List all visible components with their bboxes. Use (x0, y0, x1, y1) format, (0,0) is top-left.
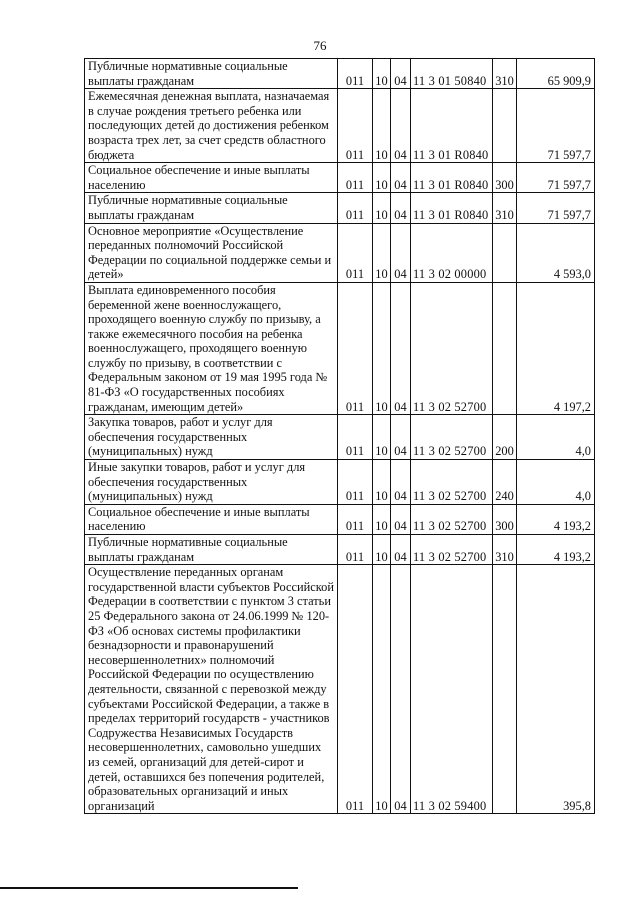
row-ministry-code: 011 (338, 223, 373, 282)
row-amount: 4,0 (517, 415, 595, 460)
row-subsection-code: 04 (391, 415, 411, 460)
row-ministry-code: 011 (338, 565, 373, 814)
row-target-code: 11 3 01 50840 (411, 59, 493, 89)
table-row (85, 89, 595, 163)
table-row (85, 460, 595, 505)
table-row (85, 193, 595, 223)
row-subsection-code: 04 (391, 89, 411, 163)
row-subsection-code: 04 (391, 565, 411, 814)
row-target-code: 11 3 02 52700 (411, 282, 493, 414)
page-number: 76 (313, 38, 327, 53)
row-name: Ежемесячная денежная выплата, назначаемая в случае рождения третьего ребенка или последующих детей до достижения ребенком возраста трех лет, за счет средств областного бюджета (85, 89, 338, 163)
row-target-code: 11 3 02 00000 (411, 223, 493, 282)
row-name: Публичные нормативные социальные выплаты гражданам (85, 193, 338, 223)
table-row (85, 223, 595, 282)
row-ministry-code: 011 (338, 415, 373, 460)
row-name: Иные закупки товаров, работ и услуг для обеспечения государственных (муниципальных) нужд (85, 460, 338, 505)
row-ministry-code: 011 (338, 535, 373, 565)
row-amount: 4,0 (517, 460, 595, 505)
row-expense-type (493, 282, 517, 414)
row-target-code: 11 3 01 R0840 (411, 163, 493, 193)
row-subsection-code: 04 (391, 193, 411, 223)
table-row (85, 282, 595, 414)
row-subsection-code: 04 (391, 163, 411, 193)
row-name: Публичные нормативные социальные выплаты гражданам (85, 59, 338, 89)
row-expense-type: 310 (493, 535, 517, 565)
table-row (85, 535, 595, 565)
row-section-code: 10 (373, 193, 391, 223)
table-row (85, 504, 595, 534)
row-expense-type: 200 (493, 415, 517, 460)
row-name: Закупка товаров, работ и услуг для обеспечения государственных (муниципальных) нужд (85, 415, 338, 460)
row-amount: 71 597,7 (517, 193, 595, 223)
row-section-code: 10 (373, 223, 391, 282)
row-ministry-code: 011 (338, 193, 373, 223)
row-target-code: 11 3 02 52700 (411, 415, 493, 460)
row-subsection-code: 04 (391, 460, 411, 505)
row-ministry-code: 011 (338, 282, 373, 414)
row-name: Осуществление переданных органам государственной власти субъектов Российской Федерации в соответствии с пунктом 3 статьи 25 Федерального закона от 24.06.1999 № 120-ФЗ «Об основах системы профилактики безнадзорности и правонарушений несовершеннолетних» полномочий Российской Федерации по осуществлению деятельности, связанной с перевозкой между субъектами Российской Федерации, а также в пределах территорий государств - участников Содружества Независимых Государств несовершеннолетних, самовольно ушедших из семей, организаций для детей-сирот и детей, оставшихся без попечения родителей, образовательных организаций и иных организаций (85, 565, 338, 814)
row-target-code: 11 3 01 R0840 (411, 89, 493, 163)
row-expense-type: 300 (493, 504, 517, 534)
table-row (85, 163, 595, 193)
table-body (85, 59, 595, 814)
row-amount: 71 597,7 (517, 89, 595, 163)
row-expense-type: 240 (493, 460, 517, 505)
row-name: Выплата единовременного пособия беременной жене военнослужащего, проходящего военную службу по призыву, а также ежемесячного пособия на ребенка военнослужащего, проходящего военную службу по призыву, в соответствии с Федеральным законом от 19 мая 1995 года № 81-ФЗ «О государственных пособиях гражданам, имеющим детей» (85, 282, 338, 414)
row-amount: 65 909,9 (517, 59, 595, 89)
row-expense-type: 310 (493, 193, 517, 223)
row-subsection-code: 04 (391, 504, 411, 534)
row-expense-type (493, 223, 517, 282)
row-target-code: 11 3 02 59400 (411, 565, 493, 814)
row-subsection-code: 04 (391, 59, 411, 89)
row-section-code: 10 (373, 504, 391, 534)
row-subsection-code: 04 (391, 223, 411, 282)
budget-table (84, 58, 595, 814)
row-section-code: 10 (373, 163, 391, 193)
table-row (85, 565, 595, 814)
row-name: Социальное обеспечение и иные выплаты населению (85, 504, 338, 534)
row-subsection-code: 04 (391, 282, 411, 414)
table-row (85, 415, 595, 460)
row-section-code: 10 (373, 460, 391, 505)
row-amount: 4 593,0 (517, 223, 595, 282)
row-ministry-code: 011 (338, 163, 373, 193)
row-section-code: 10 (373, 535, 391, 565)
row-section-code: 10 (373, 415, 391, 460)
row-name: Публичные нормативные социальные выплаты гражданам (85, 535, 338, 565)
row-ministry-code: 011 (338, 460, 373, 505)
row-section-code: 10 (373, 89, 391, 163)
row-name: Социальное обеспечение и иные выплаты населению (85, 163, 338, 193)
row-ministry-code: 011 (338, 89, 373, 163)
footer-divider (0, 887, 298, 889)
row-amount: 71 597,7 (517, 163, 595, 193)
row-expense-type: 300 (493, 163, 517, 193)
row-subsection-code: 04 (391, 535, 411, 565)
row-target-code: 11 3 02 52700 (411, 504, 493, 534)
row-target-code: 11 3 02 52700 (411, 535, 493, 565)
row-target-code: 11 3 01 R0840 (411, 193, 493, 223)
row-ministry-code: 011 (338, 59, 373, 89)
row-expense-type: 310 (493, 59, 517, 89)
row-name: Основное мероприятие «Осуществление переданных полномочий Российской Федерации по социальной поддержке семьи и детей» (85, 223, 338, 282)
row-amount: 4 197,2 (517, 282, 595, 414)
table-row (85, 59, 595, 89)
row-target-code: 11 3 02 52700 (411, 460, 493, 505)
row-section-code: 10 (373, 565, 391, 814)
row-amount: 4 193,2 (517, 535, 595, 565)
row-amount: 395,8 (517, 565, 595, 814)
row-amount: 4 193,2 (517, 504, 595, 534)
row-section-code: 10 (373, 282, 391, 414)
row-ministry-code: 011 (338, 504, 373, 534)
row-expense-type (493, 89, 517, 163)
row-section-code: 10 (373, 59, 391, 89)
row-expense-type (493, 565, 517, 814)
